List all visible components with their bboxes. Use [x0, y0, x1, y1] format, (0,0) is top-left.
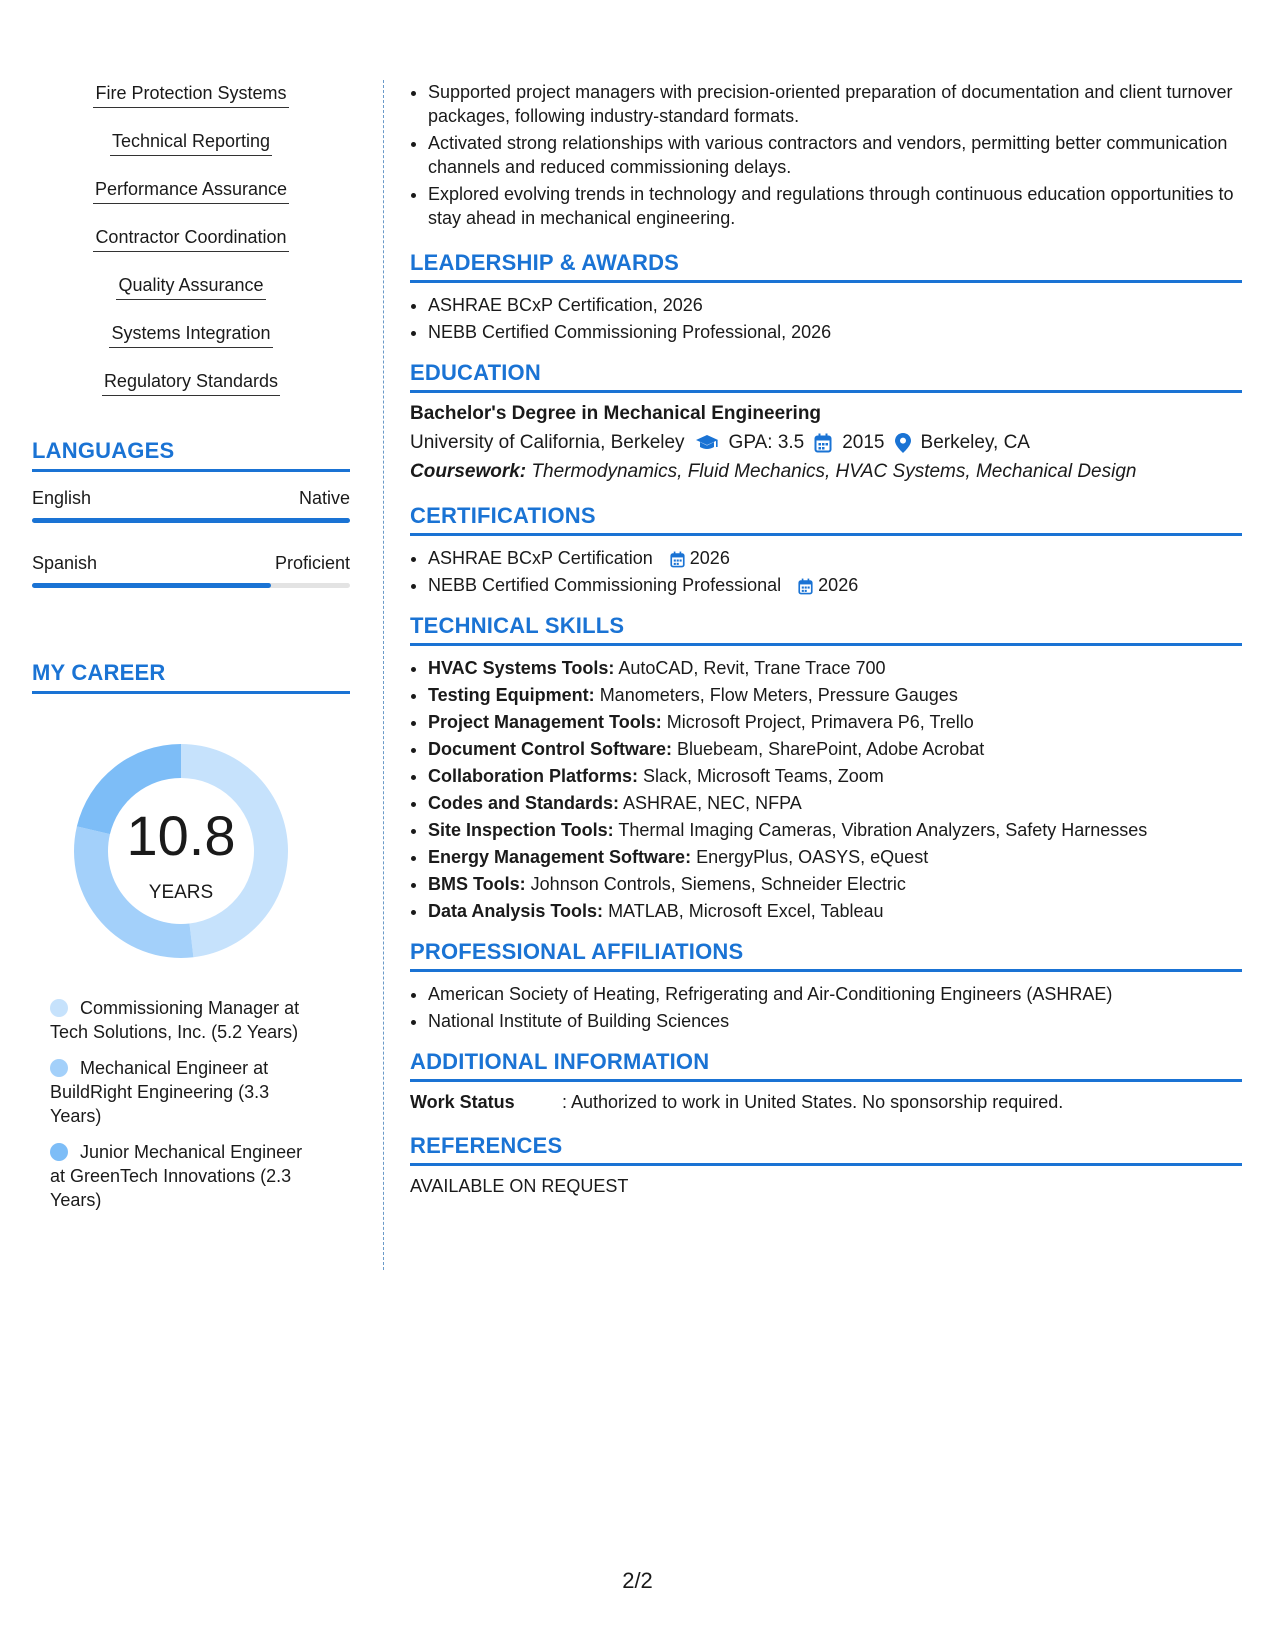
references-text: AVAILABLE ON REQUEST — [410, 1176, 629, 1196]
technical-skill-item — [428, 710, 1242, 734]
technical-skill-item — [428, 683, 1242, 707]
skill-values: Thermal Imaging Cameras, Vibration Analyzers, Safety Harnesses — [618, 820, 1148, 840]
education-heading: EDUCATION — [410, 360, 1242, 393]
language-level: Proficient — [274, 553, 350, 573]
references-heading: REFERENCES — [410, 1133, 1242, 1166]
skills-list — [32, 80, 350, 396]
leadership-item: • ASHRAE BCxP Certification, 2026 — [428, 293, 1242, 317]
skill-category: Energy Management Software: — [428, 847, 692, 867]
legend-dot-icon — [50, 1059, 68, 1077]
certification-name: ASHRAE BCxP Certification — [428, 548, 653, 568]
language-english — [32, 488, 350, 523]
career-total-years: 10.8 — [126, 804, 236, 867]
legend-dot-icon — [50, 1143, 68, 1161]
career-years-unit: YEARS — [148, 882, 214, 903]
skill-category: Site Inspection Tools: — [428, 820, 614, 840]
certification-item — [428, 546, 1242, 570]
technical-skills-heading: TECHNICAL SKILLS — [410, 613, 1242, 646]
experience-bullets — [410, 80, 1242, 230]
skill-values: AutoCAD, Revit, Trane Trace 700 — [618, 658, 886, 678]
skill-values: Slack, Microsoft Teams, Zoom — [643, 766, 884, 786]
technical-skill-item — [428, 899, 1242, 923]
affiliations-heading: PROFESSIONAL AFFILIATIONS — [410, 939, 1242, 972]
skill-tag: Performance Assurance — [93, 176, 289, 204]
language-bar — [32, 518, 350, 523]
calendar-icon — [814, 433, 832, 453]
education-section — [410, 360, 1242, 483]
experience-bullet: • Explored evolving trends in technology and regulations through continuous education opportunities to stay ahead in mechanical engineering. — [428, 182, 1242, 230]
career-legend-label: Mechanical Engineer at BuildRight Engineering (3.3 Years) — [50, 1058, 270, 1126]
career-legend — [50, 996, 322, 1212]
coursework-list: Thermodynamics, Fluid Mechanics, HVAC Systems, Mechanical Design — [531, 461, 1137, 482]
column-divider — [383, 80, 384, 1270]
work-status-label: Work Status — [410, 1092, 515, 1112]
calendar-icon — [798, 578, 813, 595]
affiliations-section — [410, 939, 1242, 1033]
leadership-item: • NEBB Certified Commissioning Professional, 2026 — [428, 320, 1242, 344]
technical-skill-item — [428, 872, 1242, 896]
skill-values: Johnson Controls, Siemens, Schneider Electric — [530, 874, 906, 894]
technical-skill-item — [428, 845, 1242, 869]
career-heading: MY CAREER — [32, 660, 350, 694]
skill-values: ASHRAE, NEC, NFPA — [623, 793, 802, 813]
technical-skill-item — [428, 737, 1242, 761]
school-location: Berkeley, CA — [920, 432, 1030, 453]
skill-values: Microsoft Project, Primavera P6, Trello — [666, 712, 974, 732]
skill-tag: Systems Integration — [109, 320, 272, 348]
coursework — [410, 461, 1242, 483]
skill-category: BMS Tools: — [428, 874, 526, 894]
skill-tag: Technical Reporting — [110, 128, 272, 156]
languages-heading: LANGUAGES — [32, 438, 350, 472]
skill-values: EnergyPlus, OASYS, eQuest — [696, 847, 929, 867]
leadership-section — [410, 250, 1242, 344]
language-name: Spanish — [32, 553, 98, 573]
skill-tag: Contractor Coordination — [93, 224, 288, 252]
technical-skill-item — [428, 656, 1242, 680]
technical-skill-item — [428, 818, 1242, 842]
language-spanish — [32, 553, 350, 588]
references-section — [410, 1133, 1242, 1197]
language-bar — [32, 583, 350, 588]
skill-tag: Quality Assurance — [116, 272, 265, 300]
certification-item — [428, 573, 1242, 597]
skill-category: Testing Equipment: — [428, 685, 595, 705]
skill-category: Data Analysis Tools: — [428, 901, 604, 921]
coursework-label: Coursework: — [410, 461, 527, 482]
skill-values: Bluebeam, SharePoint, Adobe Acrobat — [677, 739, 985, 759]
technical-skills-section — [410, 613, 1242, 923]
experience-bullet: • Activated strong relationships with various contractors and vendors, permitting better communication channels and reduced commissioning delays. — [428, 131, 1242, 179]
skill-values: MATLAB, Microsoft Excel, Tableau — [608, 901, 884, 921]
certifications-section — [410, 503, 1242, 597]
career-legend-item — [50, 1140, 322, 1212]
skill-category: HVAC Systems Tools: — [428, 658, 615, 678]
gpa: GPA: 3.5 — [728, 432, 805, 453]
graduation-cap-icon — [695, 434, 719, 452]
certifications-heading: CERTIFICATIONS — [410, 503, 1242, 536]
right-column — [410, 80, 1242, 1197]
page-number: 2/2 — [622, 1568, 653, 1593]
technical-skill-item — [428, 764, 1242, 788]
leadership-heading: LEADERSHIP & AWARDS — [410, 250, 1242, 283]
career-legend-item — [50, 1056, 322, 1128]
language-level: Native — [298, 488, 350, 508]
skill-tag: Regulatory Standards — [102, 368, 280, 396]
skill-tag: Fire Protection Systems — [93, 80, 288, 108]
certification-year: 2026 — [689, 548, 730, 568]
additional-info-heading: ADDITIONAL INFORMATION — [410, 1049, 1242, 1082]
legend-dot-icon — [50, 999, 68, 1017]
career-legend-label: Commissioning Manager at Tech Solutions, Inc. (5.2 Years) — [50, 998, 300, 1042]
skill-category: Document Control Software: — [428, 739, 673, 759]
school-name: University of California, Berkeley — [410, 432, 685, 453]
skill-values: Manometers, Flow Meters, Pressure Gauges — [599, 685, 958, 705]
language-name: English — [32, 488, 92, 508]
skill-category: Project Management Tools: — [428, 712, 662, 732]
degree-title: Bachelor's Degree in Mechanical Engineering — [410, 403, 822, 424]
skill-category: Collaboration Platforms: — [428, 766, 639, 786]
affiliation-item: • National Institute of Building Sciences — [428, 1009, 1242, 1033]
language-bar-fill — [32, 518, 350, 523]
career-legend-label: Junior Mechanical Engineer at GreenTech Innovations (2.3 Years) — [50, 1142, 303, 1210]
language-bar-fill — [32, 583, 271, 588]
education-details — [410, 429, 1242, 457]
additional-info-section — [410, 1049, 1242, 1113]
career-donut-chart — [66, 736, 296, 966]
work-status-value: : Authorized to work in United States. No sponsorship required. — [562, 1092, 1064, 1112]
graduation-year: 2015 — [842, 432, 885, 453]
certification-name: NEBB Certified Commissioning Professional — [428, 575, 782, 595]
experience-bullet: • Supported project managers with precision-oriented preparation of documentation and client turnover packages, following industry-standard formats. — [428, 80, 1242, 128]
work-status-row — [410, 1092, 1242, 1113]
skill-category: Codes and Standards: — [428, 793, 620, 813]
calendar-icon — [670, 551, 685, 568]
left-column — [32, 80, 350, 1224]
certification-year: 2026 — [818, 575, 859, 595]
technical-skill-item — [428, 791, 1242, 815]
career-legend-item — [50, 996, 322, 1044]
affiliation-item: • American Society of Heating, Refrigerating and Air-Conditioning Engineers (ASHRAE) — [428, 982, 1242, 1006]
map-pin-icon — [895, 433, 911, 453]
